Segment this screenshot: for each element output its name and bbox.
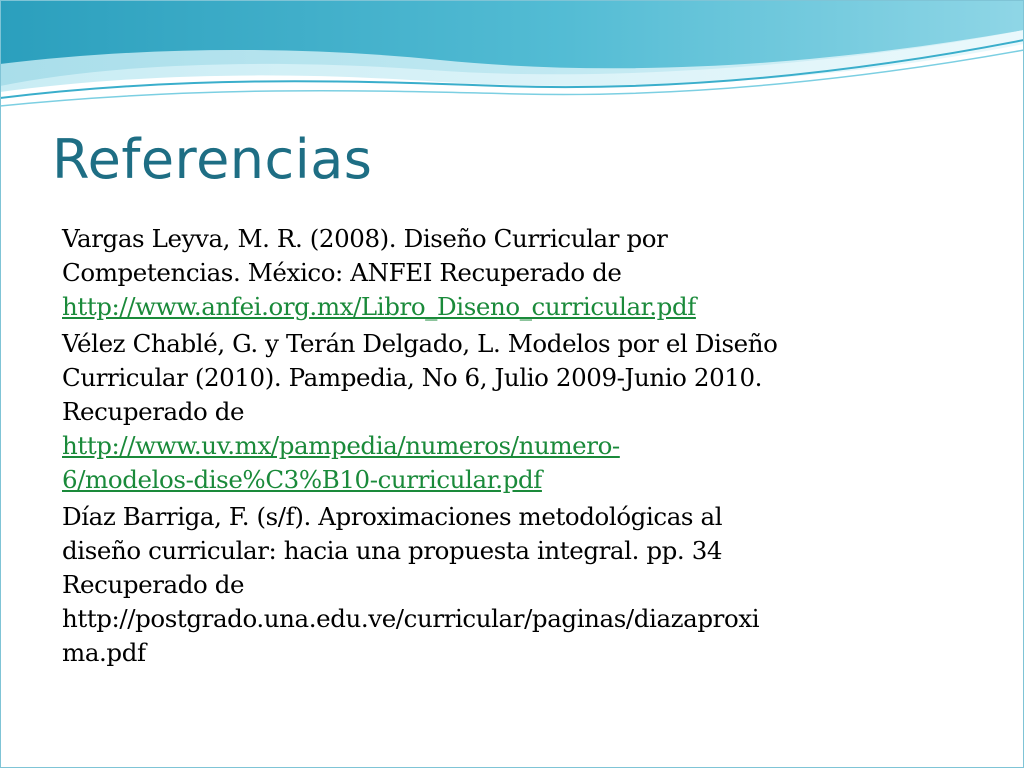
reference-text-line: Vargas Leyva, M. R. (2008). Diseño Curricular por bbox=[62, 224, 668, 253]
reference-link[interactable]: 6/modelos-dise%C3%B10-curricular.pdf bbox=[62, 465, 542, 494]
reference-link[interactable]: http://www.anfei.org.mx/Libro_Diseno_curricular.pdf bbox=[62, 292, 696, 321]
reference-text-line: Recuperado de bbox=[62, 397, 245, 426]
reference-text-line: Vélez Chablé, G. y Terán Delgado, L. Modelos por el Diseño bbox=[62, 329, 778, 358]
reference-text-line: diseño curricular: hacia una propuesta integral. pp. 34 bbox=[62, 536, 723, 565]
reference-link[interactable]: http://www.uv.mx/pampedia/numeros/numero- bbox=[62, 431, 620, 460]
reference-link-line bbox=[62, 290, 992, 324]
reference-text-line: http://postgrado.una.edu.ve/curricular/paginas/diazaproxi bbox=[62, 604, 760, 633]
header-wave-decoration bbox=[0, 0, 1024, 118]
reference-item bbox=[62, 222, 992, 324]
slide-title: Referencias bbox=[52, 128, 373, 191]
reference-link-line bbox=[62, 429, 992, 463]
reference-text-line: ma.pdf bbox=[62, 638, 146, 667]
reference-text-line: Recuperado de bbox=[62, 570, 245, 599]
reference-link-line bbox=[62, 463, 992, 497]
reference-text-line: Competencias. México: ANFEI Recuperado de bbox=[62, 258, 622, 287]
reference-text-line: Curricular (2010). Pampedia, No 6, Julio 2009-Junio 2010. bbox=[62, 363, 763, 392]
references-list bbox=[62, 222, 992, 673]
reference-text-line: Díaz Barriga, F. (s/f). Aproximaciones metodológicas al bbox=[62, 502, 723, 531]
reference-item bbox=[62, 500, 992, 670]
reference-item bbox=[62, 327, 992, 497]
